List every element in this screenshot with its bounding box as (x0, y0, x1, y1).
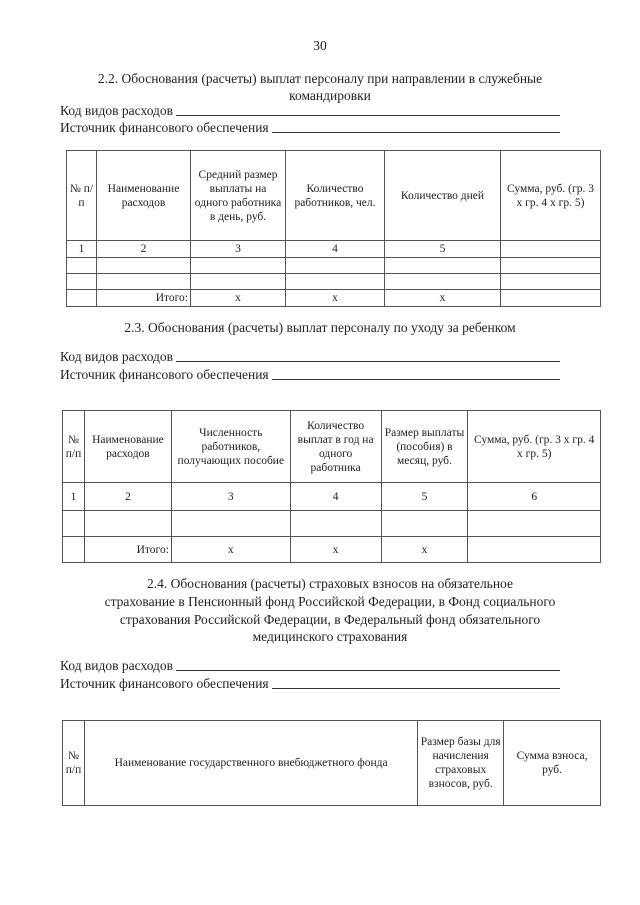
total-label: Итого: (84, 537, 171, 563)
page-number: 30 (313, 38, 327, 53)
cell: 2 (97, 241, 191, 258)
cell: 5 (381, 483, 468, 511)
number-row (67, 241, 601, 258)
table-row (63, 511, 601, 537)
code-label: Код видов расходов (60, 103, 174, 118)
cell (501, 290, 601, 307)
section-2-4-title: 2.4. Обоснования (расчеты) страховых взносов на обязательное (147, 576, 513, 591)
cell: x (191, 290, 286, 307)
total-label: Итого: (97, 290, 191, 307)
source-field (60, 366, 560, 383)
section-2-3-title: 2.3. Обоснования (расчеты) выплат персоналу по уходу за ребенком (124, 320, 516, 335)
header-cell: № п/п (63, 721, 85, 806)
header-cell: Количество работников, чел. (286, 151, 385, 241)
table-row (67, 258, 601, 274)
source-label: Источник финансового обеспечения (60, 367, 269, 382)
section-2-4-title-line2: страхование в Пенсионный фонд Российской Федерации, в Фонд социального (104, 594, 556, 609)
cell (501, 241, 601, 258)
total-row (67, 290, 601, 307)
cell: 3 (191, 241, 286, 258)
header-cell: Размер выплаты (пособия) в месяц, руб. (381, 411, 468, 483)
table-2-4 (62, 720, 601, 806)
section-2-2-title: 2.2. Обоснования (расчеты) выплат персоналу при направлении в служебные (97, 71, 543, 86)
cell: 1 (63, 483, 85, 511)
header-row (67, 151, 601, 241)
table-2-3 (62, 410, 601, 563)
cell: 5 (385, 241, 501, 258)
code-label: Код видов расходов (60, 349, 174, 364)
cell: x (286, 290, 385, 307)
cell (67, 290, 97, 307)
table-2-2 (66, 150, 601, 307)
header-cell: № п/п (63, 411, 85, 483)
header-cell: Средний размер выплаты на одного работника в день, руб. (191, 151, 286, 241)
cell: x (290, 537, 381, 563)
header-cell: Сумма, руб. (гр. 3 x гр. 4 x гр. 5) (501, 151, 601, 241)
cell: 4 (290, 483, 381, 511)
header-cell: Наименование расходов (97, 151, 191, 241)
code-field (60, 657, 560, 674)
number-row (63, 483, 601, 511)
source-label: Источник финансового обеспечения (60, 676, 269, 691)
code-label: Код видов расходов (60, 658, 174, 673)
source-field (60, 119, 560, 136)
header-cell: № п/п (67, 151, 97, 241)
cell: 1 (67, 241, 97, 258)
header-cell: Размер базы для начисления страховых взносов, руб. (418, 721, 504, 806)
cell: x (385, 290, 501, 307)
code-field (60, 348, 560, 365)
header-cell: Сумма взноса, руб. (504, 721, 601, 806)
header-cell: Сумма, руб. (гр. 3 x гр. 4 x гр. 5) (468, 411, 601, 483)
cell: x (381, 537, 468, 563)
header-cell: Количество дней (385, 151, 501, 241)
section-2-2-title-cont: командировки (289, 88, 371, 103)
table-row (67, 274, 601, 290)
cell: 2 (84, 483, 171, 511)
header-cell: Наименование расходов (84, 411, 171, 483)
cell: 6 (468, 483, 601, 511)
source-field (60, 675, 560, 692)
cell: x (171, 537, 290, 563)
total-row (63, 537, 601, 563)
cell: 3 (171, 483, 290, 511)
header-cell: Количество выплат в год на одного работника (290, 411, 381, 483)
section-2-4-title-line4: медицинского страхования (252, 629, 408, 644)
header-row (63, 411, 601, 483)
section-2-4-title-line3: страхования Российской Федерации, в Федеральный фонд обязательного (119, 612, 541, 627)
cell: 4 (286, 241, 385, 258)
source-label: Источник финансового обеспечения (60, 120, 269, 135)
code-field (60, 102, 560, 119)
header-row (63, 721, 601, 806)
cell (63, 537, 85, 563)
header-cell: Численность работников, получающих пособие (171, 411, 290, 483)
cell (468, 537, 601, 563)
header-cell: Наименование государственного внебюджетного фонда (84, 721, 417, 806)
